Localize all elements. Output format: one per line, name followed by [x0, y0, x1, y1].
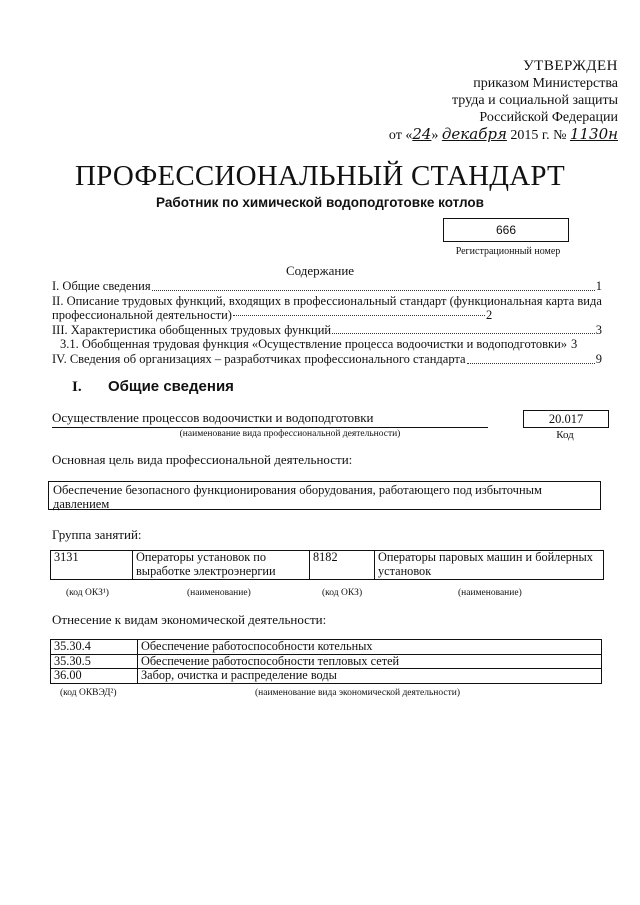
table-row — [51, 654, 602, 669]
approval-date-line — [378, 126, 618, 144]
toc-item[interactable]: II. Описание трудовых функций, входящих в профессиональный стандарт (функциональная карта вида профессиональной деятельности) 2 — [52, 293, 602, 323]
order-number: 1130н — [569, 125, 618, 143]
date-month: декабря — [441, 125, 507, 143]
okved-name: Обеспечение работоспособности котельных — [138, 640, 602, 655]
code-caption: Код — [556, 429, 574, 441]
date-mid: » — [431, 128, 439, 143]
section-number: I. — [72, 379, 82, 395]
toc-item[interactable]: I. Общие сведения 1 — [52, 279, 602, 293]
goal-box: Обеспечение безопасного функционирования оборудования, работающего под избыточным давлением — [48, 481, 601, 510]
okved-code: 36.00 — [51, 669, 138, 684]
table-row — [51, 669, 602, 684]
okved-code: 35.30.5 — [51, 654, 138, 669]
approval-title: УТВЕРЖДЕН — [523, 58, 618, 74]
occupation-caption: (код ОКЗ¹) — [66, 588, 109, 598]
okved-name: Обеспечение работоспособности тепловых сетей — [138, 654, 602, 669]
economic-label: Отнесение к видам экономической деятельности: — [52, 612, 327, 627]
occupation-caption: (код ОКЗ) — [322, 588, 363, 598]
activity-caption: (наименование вида профессиональной деятельности) — [179, 429, 401, 439]
toc-item[interactable]: 3.1. Обобщенная трудовая функция «Осуществление процесса водоочистки и водоподготовки» 3 — [60, 337, 578, 352]
economic-activity-table — [50, 639, 602, 684]
occupation-caption: (наименование) — [458, 588, 522, 598]
occupation-caption: (наименование) — [187, 588, 251, 598]
goal-label: Основная цель вида профессиональной деятельности: — [52, 452, 353, 467]
occupation-name: Операторы установок по выработке электроэнергии — [133, 551, 310, 580]
approval-line-1: приказом Министерства — [473, 76, 618, 91]
date-prefix: от « — [388, 128, 413, 143]
table-row — [51, 640, 602, 655]
approval-line-3: Российской Федерации — [479, 110, 618, 125]
contents-heading: Содержание — [285, 263, 355, 278]
okved-caption: (наименование вида экономической деятельности) — [255, 688, 460, 698]
okved-name: Забор, очистка и распределение воды — [138, 669, 602, 684]
occupation-table — [50, 550, 604, 580]
date-year: 2015 г. № — [506, 128, 567, 143]
approval-line-2: труда и социальной защиты — [452, 93, 618, 108]
occupation-code: 3131 — [51, 551, 133, 580]
occupation-label: Группа занятий: — [52, 527, 142, 542]
okved-caption: (код ОКВЭД²) — [60, 688, 117, 698]
document-subtitle: Работник по химической водоподготовке котлов — [156, 195, 484, 210]
registration-number-box: 666 — [443, 218, 569, 242]
okved-code: 35.30.4 — [51, 640, 138, 655]
activity-name: Осуществление процессов водоочистки и водоподготовки — [52, 410, 488, 428]
occupation-code: 8182 — [310, 551, 375, 580]
document-title: ПРОФЕССИОНАЛЬНЫЙ СТАНДАРТ — [75, 160, 565, 192]
toc-item[interactable]: III. Характеристика обобщенных трудовых функций 3 — [52, 322, 602, 337]
section-heading — [72, 378, 234, 396]
approval-block — [378, 58, 618, 144]
occupation-name: Операторы паровых машин и бойлерных установок — [375, 551, 604, 580]
table-row — [51, 551, 604, 580]
toc-item[interactable]: IV. Сведения об организациях – разработчиках профессионального стандарта 9 — [52, 351, 602, 366]
activity-code-box: 20.017 — [523, 410, 609, 428]
registration-number-label: Регистрационный номер — [455, 246, 561, 257]
date-day: 24 — [412, 125, 432, 143]
table-of-contents — [52, 279, 602, 367]
section-title: Общие сведения — [108, 378, 234, 395]
